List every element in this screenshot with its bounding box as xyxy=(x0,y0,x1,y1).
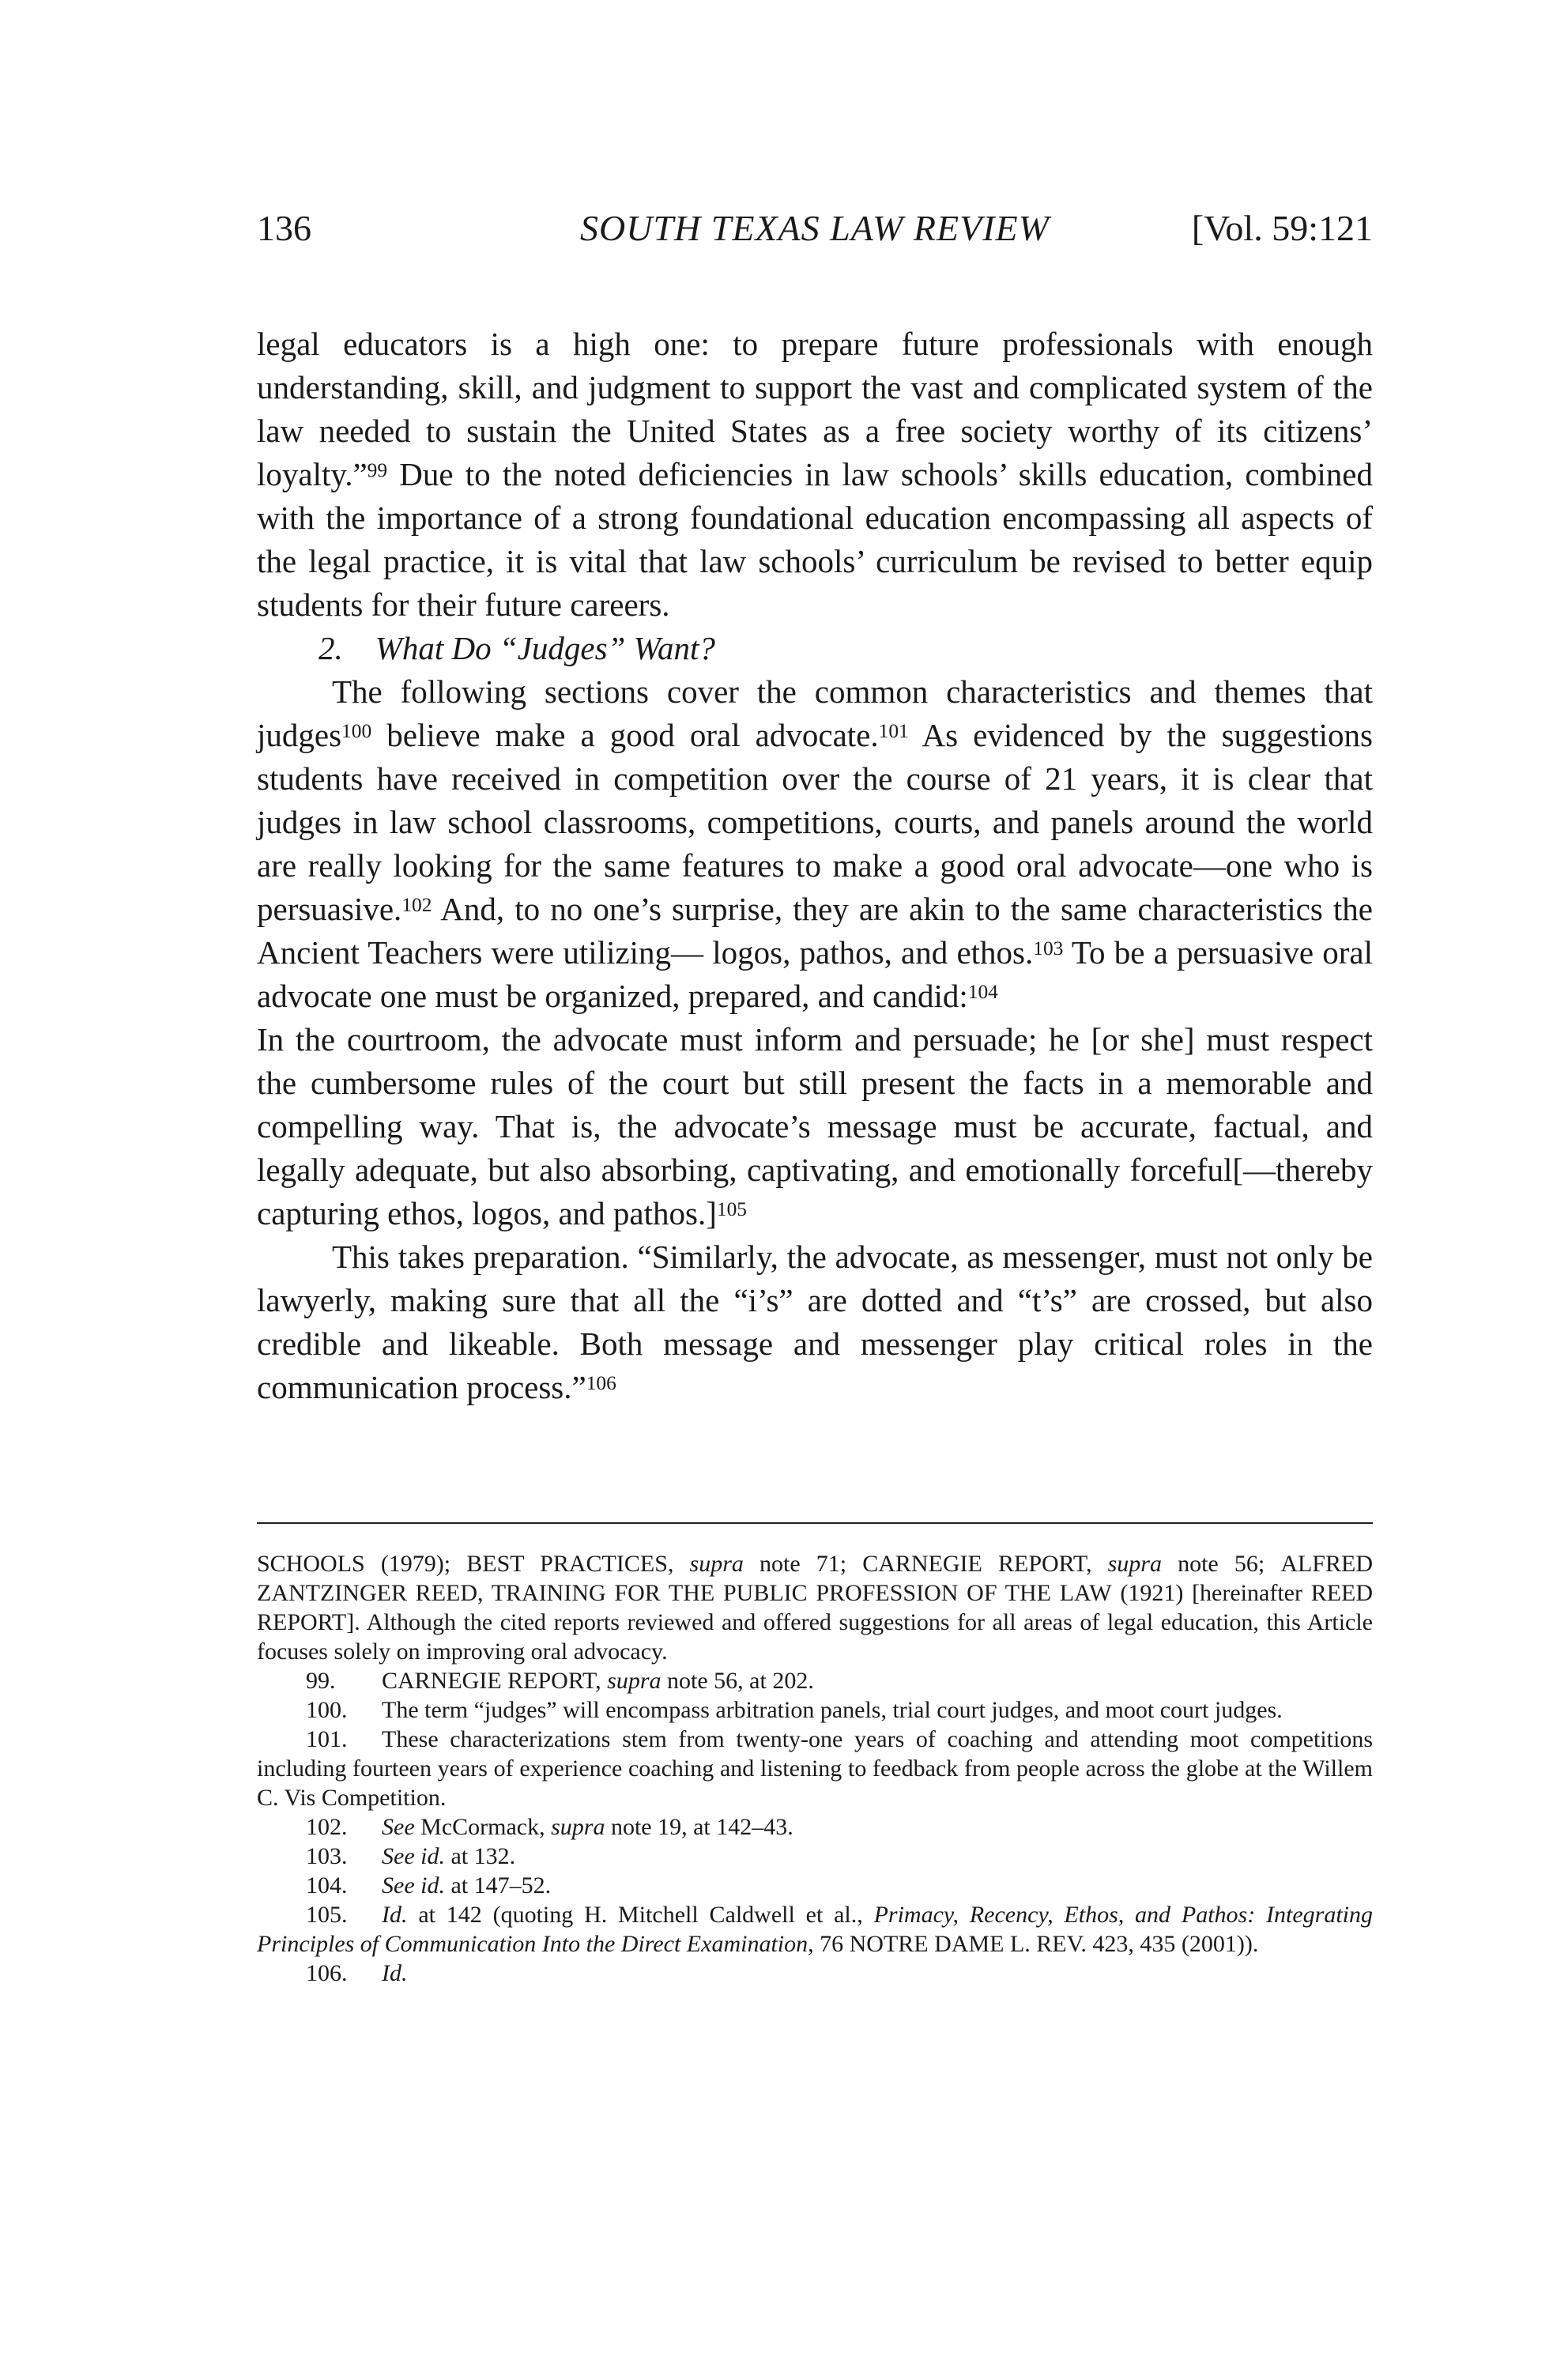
journal-title: SOUTH TEXAS LAW REVIEW xyxy=(580,208,1050,248)
footnote-ref[interactable]: 101 xyxy=(878,719,909,742)
paragraph: The following sections cover the common characteristics and themes that judges$^{100}$ believe make a good oral advocate.$^{101}$ As evidenced by the suggestions students have received in competition over the course of 21 years, it is clear that judges in law school classrooms, competitions, courts, and panels around the world are really looking for the same features to make a good oral advocate—one who is persuasive.$^{102}$ And, to no one’s surprise, they are akin to the same characteristics the Ancient Teachers were utilizing— logos, pathos, and ethos.$^{103}$ To be a persuasive oral advocate one must be organized, prepared, and candid:$^{104}$ xyxy=(257,673,1373,1014)
footnote-ref[interactable]: 100 xyxy=(341,719,372,742)
block-quote: In the courtroom, the advocate must inform and persuade; he [or she] must respect the cumbersome rules of the court but still present the facts in a memorable and compelling way. That is, the advocate’s message must be accurate, factual, and legally adequate, but also absorbing, captivating, and emotionally forceful[—thereby capturing ethos, logos, and pathos.]$^{105}$ xyxy=(257,1021,1373,1231)
footnote-100: 100. The term “judges” will encompass arbitration panels, trial court judges, and moot court judges. xyxy=(306,1697,1283,1723)
footnote-ref[interactable]: 106 xyxy=(586,1371,616,1394)
footnote-divider xyxy=(257,1522,1373,1524)
footnote-ref[interactable]: 99 xyxy=(367,458,388,481)
footnote-104: 104. See id. at 147–52. xyxy=(306,1872,552,1899)
footnotes xyxy=(257,1549,1373,1988)
footnote-103: 103. See id. at 132. xyxy=(306,1843,516,1869)
section-heading: 2. What Do “Judges” Want? xyxy=(318,630,715,666)
paragraph: This takes preparation. “Similarly, the advocate, as messenger, must not only be lawyerly, making sure that all the “i’s” are dotted and “t’s” are crossed, but also credible and likeable. Both message and messenger play critical roles in the communication process.”$^{106}$ xyxy=(257,1239,1373,1405)
footnote-ref[interactable]: 103 xyxy=(1033,937,1064,960)
footnote-99: 99. CARNEGIE REPORT, supra note 56, at 202. xyxy=(306,1668,814,1694)
footnote-106: 106. Id. xyxy=(306,1960,408,1986)
footnote-continuation: SCHOOLS (1979); BEST PRACTICES, supra note 71; CARNEGIE REPORT, supra note 56; ALFRED ZANTZINGER REED, TRAINING FOR THE PUBLIC PROFESSION OF THE LAW (1921) [hereinafter REED REPORT]. Although the cited reports reviewed and offered suggestions for all areas of legal education, this Article focuses solely on improving oral advocacy. xyxy=(257,1551,1374,1665)
main-text xyxy=(257,322,1373,1409)
footnote-ref[interactable]: 105 xyxy=(716,1197,747,1220)
page-number: 136 xyxy=(257,208,311,248)
footnote-101: 101. These characterizations stem from twenty-one years of coaching and attending moot competitions including fourteen years of experience coaching and listening to feedback from people across the globe at the Willem C. Vis Competition. xyxy=(257,1726,1373,1811)
footnote-ref[interactable]: 102 xyxy=(401,893,432,916)
footnote-105: 105. Id. at 142 (quoting H. Mitchell Caldwell et al., Primacy, Recency, Ethos, and Pathos: Integrating Principles of Communication Into the Direct Examination, 76 NOTRE DAME L. REV. 423, 435 (2001)). xyxy=(257,1902,1373,1957)
volume-citation: [Vol. 59:121 xyxy=(1191,208,1373,248)
running-header xyxy=(257,207,1373,255)
footnote-102: 102. See McCormack, supra note 19, at 142–43. xyxy=(306,1814,793,1840)
footnote-ref[interactable]: 104 xyxy=(967,980,998,1003)
paragraph-continuation: legal educators is a high one: to prepare future professionals with enough understanding, skill, and judgment to support the vast and complicated system of the law needed to sustain the United States as a free society worthy of its citizens’ loyalty.”$^{99}$ Due to the noted deficiencies in law schools’ skills education, combined with the importance of a strong foundational education encompassing all aspects of the legal practice, it is vital that law schools’ curriculum be revised to better equip students for their future careers. xyxy=(257,326,1373,623)
